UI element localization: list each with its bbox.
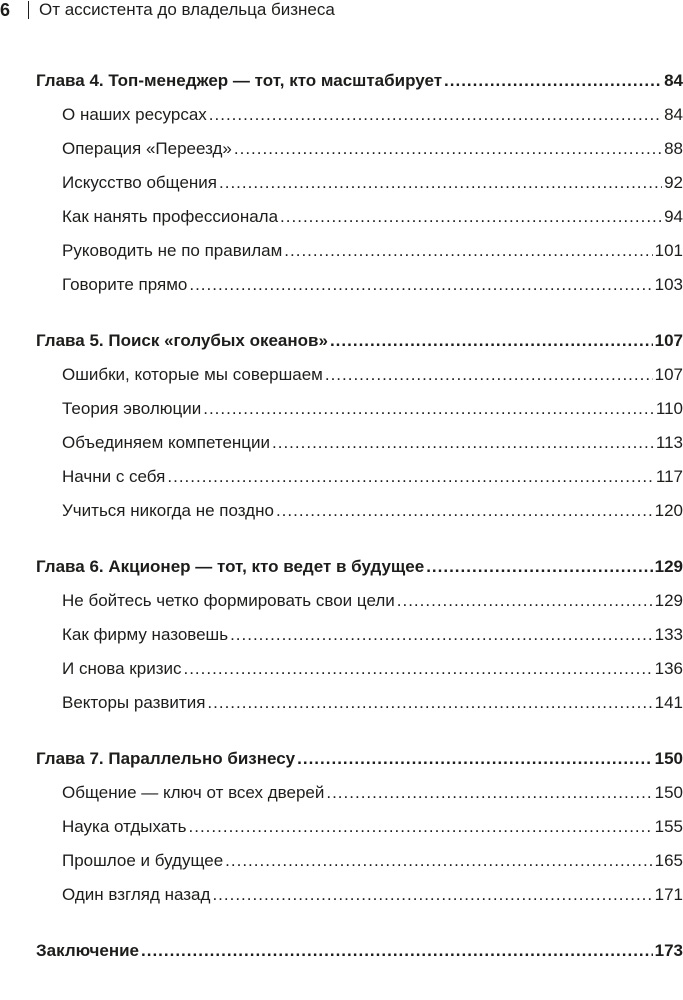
toc-chapter-heading xyxy=(36,742,683,776)
toc-section-row xyxy=(36,494,683,528)
toc-section-row xyxy=(36,132,683,166)
section-title: О наших ресурсах xyxy=(62,105,207,124)
chapter-title: Заключение xyxy=(36,941,139,960)
dot-leader xyxy=(444,64,662,98)
dot-leader xyxy=(225,844,652,878)
toc-section-row xyxy=(36,460,683,494)
dot-leader xyxy=(189,268,652,302)
section-title: Не бойтесь четко формировать свои цели xyxy=(62,591,395,610)
toc-section-row xyxy=(36,776,683,810)
toc-chapter-heading xyxy=(36,934,683,968)
section-title: Общение — ключ от всех дверей xyxy=(62,783,325,802)
dot-leader xyxy=(426,550,652,584)
dot-leader xyxy=(280,200,662,234)
dot-leader xyxy=(212,878,652,912)
toc-section-row xyxy=(36,844,683,878)
chapter-page-number: 84 xyxy=(664,71,683,90)
toc-section-row xyxy=(36,268,683,302)
dot-leader xyxy=(209,98,662,132)
section-title: Один взгляд назад xyxy=(62,885,211,904)
chapter-title: Глава 7. Параллельно бизнесу xyxy=(36,749,296,768)
toc-section-row xyxy=(36,200,683,234)
section-page-number: 171 xyxy=(654,885,683,904)
toc-section-row xyxy=(36,358,683,392)
section-page-number: 84 xyxy=(664,105,683,124)
dot-leader xyxy=(272,426,654,460)
section-title: Учиться никогда не поздно xyxy=(62,501,274,520)
toc-chapter-heading xyxy=(36,550,683,584)
toc-section-row xyxy=(36,392,683,426)
section-title: Руководить не по правилам xyxy=(62,241,283,260)
section-title: Как нанять профессионала xyxy=(62,207,279,226)
dot-leader xyxy=(325,358,653,392)
toc-chapter-7 xyxy=(36,742,683,912)
section-page-number: 88 xyxy=(664,139,683,158)
section-title: Операция «Переезд» xyxy=(62,139,232,158)
section-title: Теория эволюции xyxy=(62,399,202,418)
header-divider xyxy=(28,1,29,19)
section-page-number: 136 xyxy=(654,659,683,678)
section-page-number: 150 xyxy=(654,783,683,802)
section-title: Векторы развития xyxy=(62,693,206,712)
section-page-number: 113 xyxy=(655,433,683,452)
toc-section-row xyxy=(36,584,683,618)
section-page-number: 110 xyxy=(655,399,683,418)
toc-section-row xyxy=(36,618,683,652)
dot-leader xyxy=(230,618,653,652)
dot-leader xyxy=(297,742,652,776)
section-page-number: 103 xyxy=(654,275,683,294)
section-page-number: 94 xyxy=(664,207,683,226)
section-title: Говорите прямо xyxy=(62,275,188,294)
dot-leader xyxy=(207,686,652,720)
toc-section-row xyxy=(36,426,683,460)
section-page-number: 129 xyxy=(654,591,683,610)
table-of-contents xyxy=(36,64,683,990)
toc-chapter-5 xyxy=(36,324,683,528)
toc-chapter-6 xyxy=(36,550,683,720)
section-title: Ошибки, которые мы совершаем xyxy=(62,365,323,384)
toc-section-row xyxy=(36,166,683,200)
section-page-number: 155 xyxy=(654,817,683,836)
page-number: 6 xyxy=(0,0,11,20)
section-title: Прошлое и будущее xyxy=(62,851,224,870)
toc-chapter-heading xyxy=(36,64,683,98)
dot-leader xyxy=(203,392,654,426)
toc-section-row xyxy=(36,686,683,720)
chapter-title: Глава 5. Поиск «голубых океанов» xyxy=(36,331,328,350)
section-page-number: 101 xyxy=(654,241,683,260)
section-page-number: 141 xyxy=(654,693,683,712)
section-page-number: 165 xyxy=(654,851,683,870)
chapter-page-number: 107 xyxy=(654,331,683,350)
dot-leader xyxy=(276,494,653,528)
dot-leader xyxy=(141,934,653,968)
section-title: Объединяем компетенции xyxy=(62,433,271,452)
dot-leader xyxy=(189,810,653,844)
section-page-number: 117 xyxy=(655,467,683,486)
toc-chapter-4 xyxy=(36,64,683,302)
toc-section-row xyxy=(36,98,683,132)
dot-leader xyxy=(167,460,654,494)
section-page-number: 120 xyxy=(654,501,683,520)
chapter-title: Глава 6. Акционер — тот, кто ведет в будущее xyxy=(36,557,425,576)
section-page-number: 133 xyxy=(654,625,683,644)
section-title: И снова кризис xyxy=(62,659,182,678)
chapter-title: Глава 4. Топ-менеджер — тот, кто масштабирует xyxy=(36,71,443,90)
section-title: Начни с себя xyxy=(62,467,166,486)
section-title: Как фирму назовешь xyxy=(62,625,229,644)
chapter-page-number: 173 xyxy=(654,941,683,960)
dot-leader xyxy=(326,776,652,810)
toc-section-row xyxy=(36,652,683,686)
page-header xyxy=(0,0,335,26)
section-page-number: 92 xyxy=(664,173,683,192)
toc-section-row xyxy=(36,810,683,844)
section-page-number: 107 xyxy=(654,365,683,384)
chapter-page-number: 150 xyxy=(654,749,683,768)
toc-section-row xyxy=(36,878,683,912)
dot-leader xyxy=(183,652,652,686)
toc-chapter-heading xyxy=(36,324,683,358)
section-title: Искусство общения xyxy=(62,173,217,192)
dot-leader xyxy=(234,132,662,166)
dot-leader xyxy=(284,234,652,268)
dot-leader xyxy=(219,166,662,200)
toc-conclusion xyxy=(36,934,683,968)
dot-leader xyxy=(397,584,653,618)
section-title: Наука отдыхать xyxy=(62,817,187,836)
chapter-page-number: 129 xyxy=(654,557,683,576)
running-title: От ассистента до владельца бизнеса xyxy=(39,0,335,19)
toc-section-row xyxy=(36,234,683,268)
dot-leader xyxy=(330,324,653,358)
